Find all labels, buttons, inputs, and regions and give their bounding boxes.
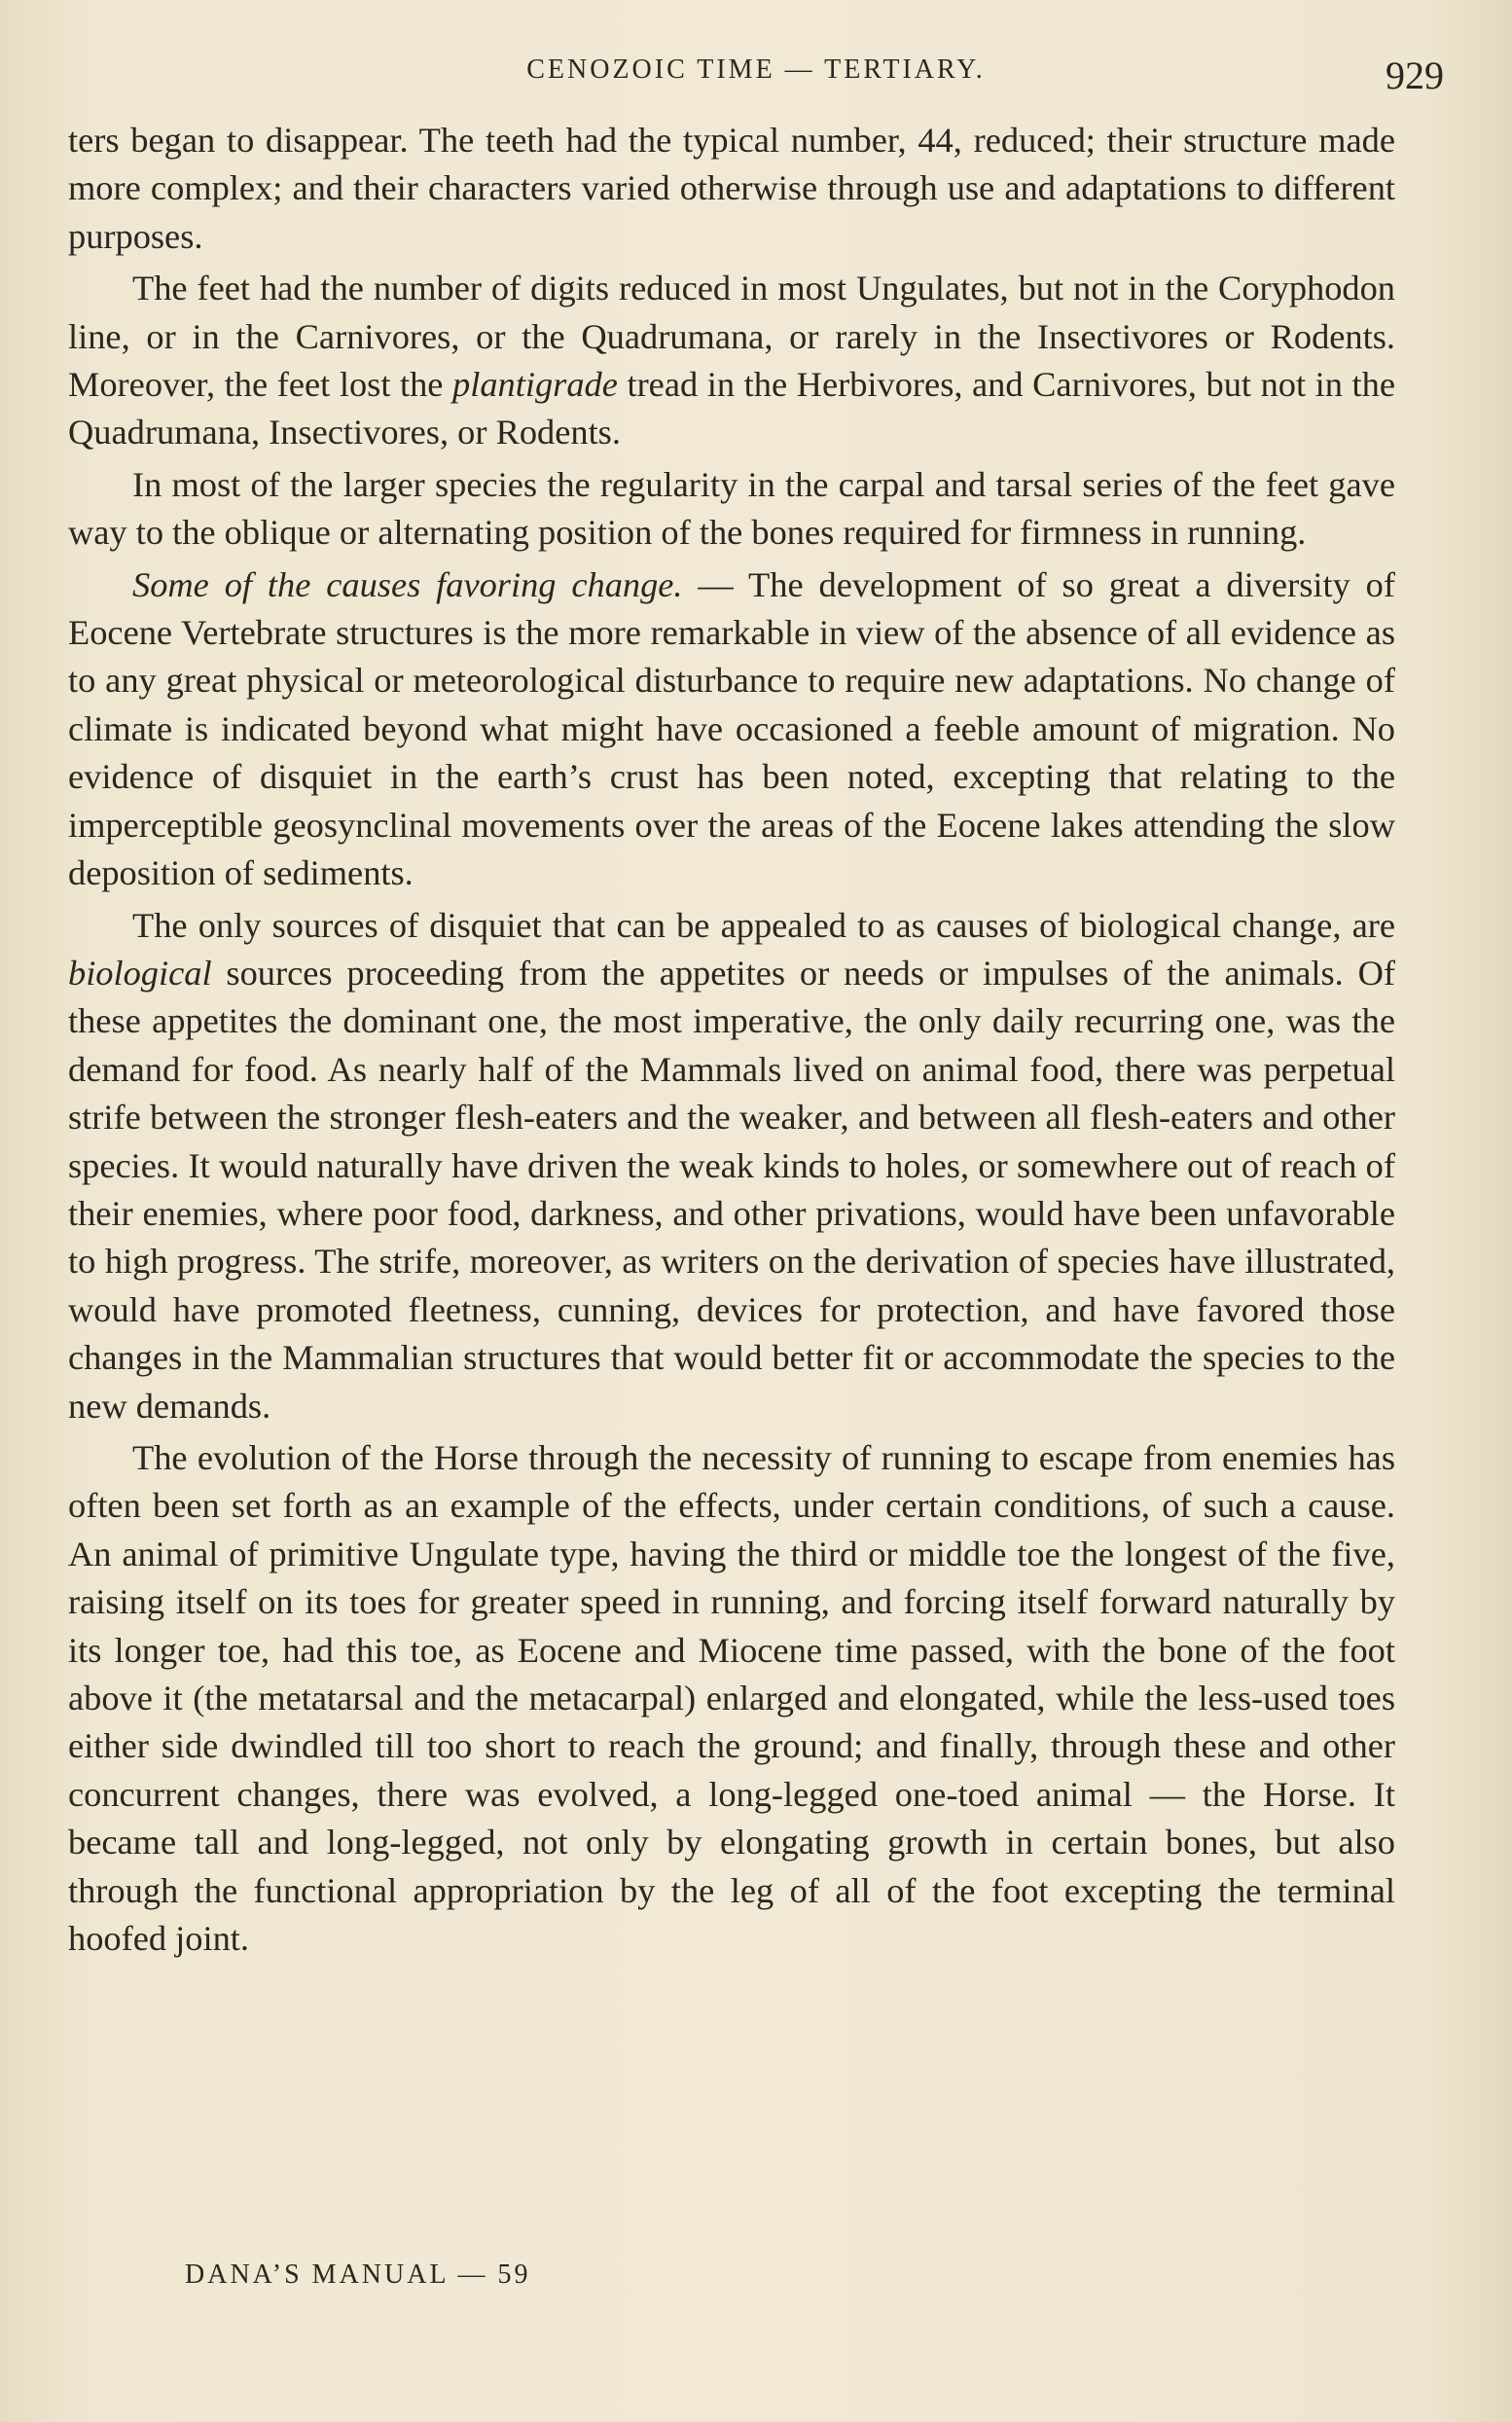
paragraph bbox=[68, 902, 1395, 1430]
italic-text: plantigrade bbox=[452, 365, 618, 405]
paragraph bbox=[68, 461, 1395, 558]
running-title: CENOZOIC TIME — TERTIARY. bbox=[526, 54, 986, 85]
text-run: The only sources of disquiet that can be appealed to as causes of biological change, are bbox=[132, 905, 1395, 945]
body-text bbox=[68, 117, 1395, 1963]
paragraph bbox=[68, 561, 1395, 898]
text-run: ters began to disappear. The teeth had the typical number, 44, reduced; their structure made more complex; and their characters varied otherwise through use and adaptations to different purposes. bbox=[68, 121, 1395, 256]
text-run: tread in the Herbivores, and Carnivores, but not in the Quadrumana, Insectivores, or Rodents. bbox=[68, 365, 1395, 452]
text-run: — The development of so great a diversity of Eocene Vertebrate structures is the more remarkable in view of the absence of all evidence as to any great physical or meteorological disturbance to require new adaptations. No change of climate is indicated beyond what might have occasioned a feeble amount of migration. No evidence of disquiet in the earth’s crust has been noted, excepting that relating to the imperceptible geosynclinal movements over the areas of the Eocene lakes attending the slow deposition of sediments. bbox=[68, 564, 1395, 893]
text-run: The feet had the number of digits reduced in most Ungulates, but not in the Coryphodon line, or in the Carnivores, or the Quadrumana, or rarely in the Insectivores or Rodents. Moreover, the feet lost the bbox=[68, 269, 1395, 405]
signature-mark: DANA’S MANUAL — 59 bbox=[185, 2259, 531, 2290]
text-run: sources proceeding from the appetites or needs or impulses of the animals. Of these appetites the dominant one, the most imperative, the only daily recurring one, was the demand for food. As nearly half of the Mammals lived on animal food, there was perpetual strife between the stronger flesh-eaters and the weaker, and between all flesh-eaters and other species. It would naturally have driven the weak kinds to holes, or somewhere out of reach of their enemies, where poor food, darkness, and other privations, would have been unfavorable to high progress. The strife, moreover, as writers on the derivation of species have illustrated, would have promoted fleetness, cunning, devices for protection, and have favored those changes in the Mammalian structures that would better fit or accommodate the species to the new demands. bbox=[68, 953, 1395, 1426]
text-run: The evolution of the Horse through the necessity of running to escape from enemies has often been set forth as an example of the effects, under certain conditions, of such a cause. An animal of primitive Ungulate type, having the third or middle toe the longest of the five, raising itself on its toes for greater speed in running, and forcing itself forward naturally by its longer toe, had this toe, as Eocene and Miocene time passed, with the bone of the foot above it (the metatarsal and the metacarpal) enlarged and elongated, while the less-used toes either side dwindled till too short to reach the ground; and finally, through these and other concurrent changes, there was evolved, a long-legged one-toed animal — the Horse. It became tall and long-legged, not only by elongating growth in certain bones, but also through the functional appropriation by the leg of all of the foot excepting the terminal hoofed joint. bbox=[68, 1437, 1395, 1959]
running-head bbox=[68, 47, 1444, 105]
italic-text: Some of the causes favoring change. bbox=[132, 564, 683, 604]
page-number: 929 bbox=[1386, 54, 1444, 97]
paragraph bbox=[68, 265, 1395, 457]
italic-text: biological bbox=[68, 953, 212, 993]
paragraph bbox=[68, 1434, 1395, 1963]
text-run: In most of the larger species the regularity in the carpal and tarsal series of the feet gave way to the oblique or alternating position of the bones required for firmness in running. bbox=[68, 464, 1395, 553]
paragraph bbox=[68, 117, 1395, 261]
